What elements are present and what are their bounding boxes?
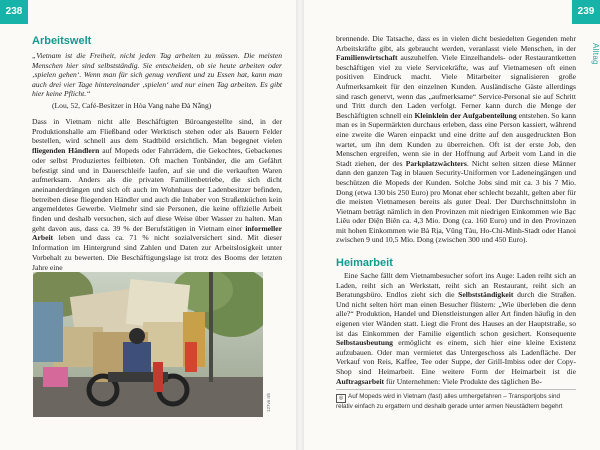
body-text-right-bottom [336, 271, 576, 386]
caption-text: Auf Mopeds wird in Vietnam (fast) alles umhergefahren – Transportjobs sind relativ einfach zu ergattern und deshalb gerade unter armen Neustädtern begehrt [336, 393, 563, 410]
text-run: für Unternehmen: Viele Produkte des täglichen Be- [384, 376, 542, 386]
text-run: Eine Sache fällt dem Vietnambesucher sofort ins Auge: Laden reiht sich an Laden, reiht sich an Werkstatt, reiht sich an Restaurant, reiht sich an Beratungsbüro. Endlos zieht sich die [336, 271, 576, 300]
moped-photo-illustration [33, 272, 263, 417]
bold-term: Familienwirtschaft [336, 53, 398, 63]
running-head: Alltag [591, 43, 600, 65]
quote-source: (Lou, 52, Café-Besitzer in Hòa Vang nahe Đà Nẵng) [52, 101, 212, 110]
heading-text: Heimarbeit [336, 257, 393, 269]
section-heading-heimarbeit [336, 257, 576, 269]
bold-term: Kleinklein der Aufgabenteilung [414, 110, 517, 120]
intro-quote: „Vietnam ist die Freiheit, nicht jeden Tag arbeiten zu müssen. Die meisten Menschen hier sind selbstständig. Sie entscheiden, ob sie heute arbeiten oder ‚spielen gehen‘. Wenn man für sich genug verdient und zu Essen hat, kann man auch drei vier Tage hintereinander ‚spielen‘ und nur einen Tag arbeiten. Es gibt hier keine Pflicht.“ [32, 51, 282, 99]
text-run: Dass in Vietnam nicht alle Beschäftigten Büroangestellte sind, in der Produktionshalle am Fließband oder Werktisch stehen oder als Bauern Felder bestellen, wird schnell aus dem Stadtbild ersichtlich. Man begegnet vielen [32, 117, 282, 146]
text-run: ermöglicht es einem, sich hier eine kleine Existenz aufzubauen. Oder man vermietet das Untergeschoss als Ladenfläche. Der Verkauf von Reis, Kaffee, Tee oder Suppe, der Grill-Imbiss oder der Copy-Shop sind Heimarbeit. Eine weitere Form der Heimarbeit ist die [336, 338, 576, 376]
bold-term: Selbstständigkeit [458, 290, 514, 300]
caption-divider [336, 389, 576, 390]
page-number-right: 239 [572, 0, 600, 24]
text-run: durch die Straßen. Und nicht selten hört man einen Besucher flüstern: „Wie überleben die denn alle?“ Produktion, Handel und Dienstleistungen aller Art finden häufig in den eigenen vier Wänden statt. Liegt die Front des Hauses an der Hauptstraße, so ist das Einkommen der Familie eigentlich schon gesichert. Konsequente [336, 290, 577, 338]
left-page [0, 0, 296, 450]
text-run: leben und dass ca. 71 % nicht sozialversichert sind. Mit dieser Information im Hintergrund sind Zahlen und Daten zur Arbeitslosigkeit unter Vorbehalt zu bewerten. Die Beschäftigungslage ist trotz des Booms der letzten Jahre eine [32, 233, 282, 272]
heading-text: Arbeitswelt [32, 35, 92, 47]
text-run: brennende. Die Tatsache, dass es in vielen dicht besiedelten Gegenden mehr Arbeitskräfte gibt, als gebraucht werden, veranlasst viele Menschen, in der [336, 34, 576, 53]
book-gutter [296, 0, 304, 450]
camera-icon: ◎ [336, 394, 346, 403]
right-page [304, 0, 600, 450]
bold-term: fliegenden Händlern [32, 146, 100, 156]
text-run: auf Mopeds oder Fahrrädern, die Gekochtes, Gebackenes oder selbst Produziertes feilbieten. Oft machen Tonbänder, die am Gefährt befestigt sind und in Dauerschleife laufen, auf sie und die verkauften Waren aufmerksam. Anders als die privaten Familienbetriebe, die sich dicht aneinanderdrängen und sich oft auch im Wohnhaus der Ladenbesitzer befinden, betreiben diese fliegenden Händler und auch die Inhaber von Straßenküchen kein angemeldetes Gewerbe. Vielmehr sind sie Personen, die keine offizielle Arbeit finden und deshalb versuchen, sich auf diese Weise über Wasser zu halten. Man geht davon aus, dass ca. 39 % der Berufstätigen in Vietnam einer [32, 146, 282, 233]
bold-term: Auftragsarbeit [336, 376, 385, 386]
text-run: auszuhelfen. Viele Einzelhandels- oder Restaurantketten beschäftigen viel zu viele Servicekräfte, was auf Vietnamesen oft einen positiven Eindruck macht. Viele Mitarbeiter signalisieren große Aufmerksamkeit für den einzelnen Kunden. Ausländische Gäste allerdings sind rasch genervt, wenn das „aufmerksame“ Service-Personal sie auf Schritt und Tritt durch den Laden verfolgt. Ferner kann durch die Menge der Beschäftigten schnell ein [336, 53, 576, 120]
section-heading-arbeitswelt [32, 35, 282, 47]
bold-term: informeller Arbeit [32, 223, 282, 243]
bold-term: Selbstausbeutung [336, 338, 393, 348]
text-run: . Nicht selten sitzen diese Männer dann den ganzen Tag in blauen Security-Uniformen vor Ladeneingängen und beschützen die Mopeds der Kunden. Solche Jobs sind mit ca. 3 bis 7 Mio. Dong (etwa 130 bis 250 Euro) pro Monat eher schlecht bezahlt, gelten aber für die meisten Vietnamesen bereits als guter Deal. Der Durchschnittslohn in Vietnam beträgt nämlich in den Provinzen mit niedrigen Einkommen wie Bạc Liêu oder Điện Biên ca. 4,3 Mio. Dong (ca. 160 Euro) und in den Provinzen mit hohen Einkommen wie Bà Rịa, Vũng Tàu, Ho-Chi-Minh-Stadt oder Hanoi zwischen 9 und 10,5 Mio. Dong (zwischen 300 und 450 Euro). [336, 158, 576, 245]
photo-caption [336, 393, 576, 411]
text-run: entstehen. So kann man es in Supermärkten durchaus erleben, dass eine Person kassiert, während eine zweite die Waren einpackt und eine dritte auf den ausgedruckten Bon wartet, um ihn dem Kunden zu überreichen. Oft ist der erste Job, den Menschen ergreifen, wenn sie in der Hoffnung auf Arbeit vom Land in die Stadt ziehen, der des [336, 110, 576, 168]
bold-term: Parkplatzwächters [405, 158, 467, 168]
photo-moped-transport [33, 272, 263, 417]
body-text-right-top [336, 34, 576, 245]
body-text-left [32, 117, 282, 272]
photo-credit: 127vn rrb [266, 392, 271, 412]
page-number-left: 238 [0, 0, 28, 24]
